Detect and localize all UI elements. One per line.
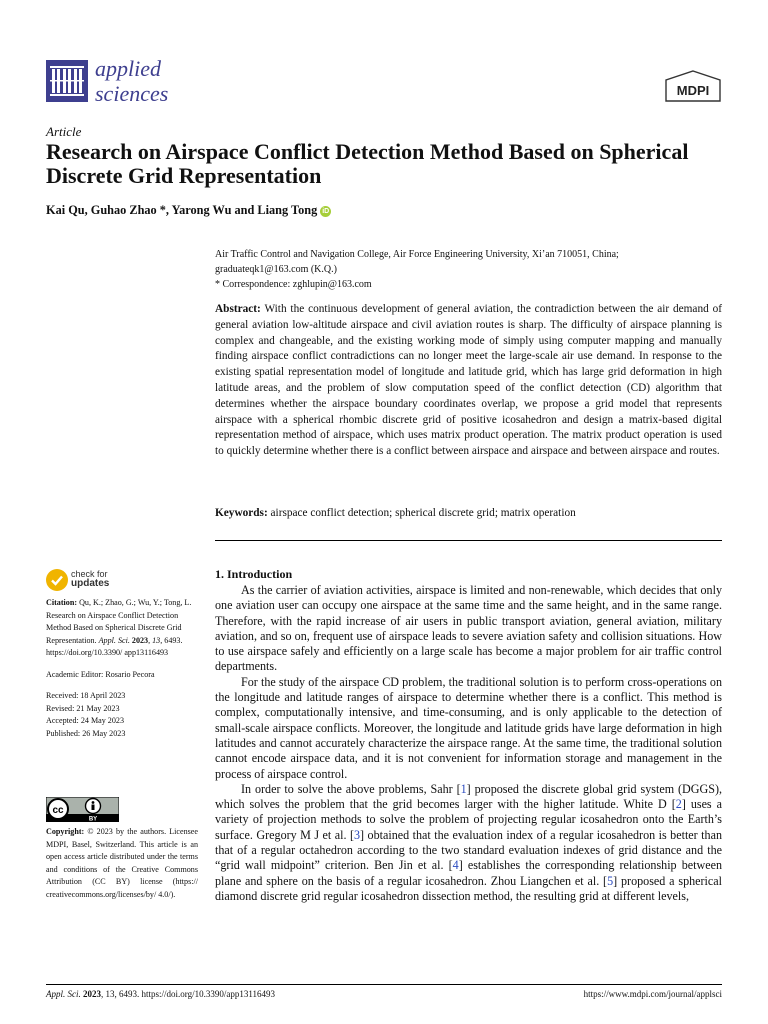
orcid-icon[interactable]: iD: [322, 208, 330, 215]
reference-link[interactable]: 5: [607, 873, 614, 888]
reference-link[interactable]: 4: [452, 858, 459, 873]
abstract-text: With the continuous development of general aviation, the contradiction between the air demand of general aviation low-altitude airspace and civil aviation routes is sharp. The difficulty of airspace planning is complex and changeable, and the existing working mode of simply using computer mapping and manually finding airspace conflict contradictions can no longer meet the large-scale air use demand. In response to the existing spatial representation model of longitude and latitude grid, which has large grid deformation in high latitude areas, and the problem of slow computation speed of the conflict detection (CD) algorithm that determines whether the airspace boundary coordinates overlap, we propose a grid model that represents airspace with a spherical rhombic discrete grid of positive icosahedron and design a matrix-based digital representation method of airspace, which uses matrix product operation. The matrix product operation is used to quickly determine whether there is a conflict between airspace and airspace and between airspace and routes.: [215, 303, 722, 458]
correspondence-line: * Correspondence: zghlupin@163.com: [215, 279, 372, 290]
abstract-label: Abstract:: [215, 303, 261, 315]
journal-logo-icon: [46, 60, 88, 102]
check-updates-line1: check for: [71, 569, 108, 579]
footer-divider: [46, 984, 722, 985]
text-span: ] proposed the discrete global grid system (DGGS), which solves the problem that the grid becomes larger with the higher latitude. White D [: [215, 781, 723, 812]
footer-journal: Appl. Sci.: [46, 989, 81, 999]
footer-year: 2023: [83, 989, 101, 999]
citation-year: 2023: [131, 635, 149, 645]
text-span: In order to solve the above problems, Sahr [: [241, 781, 461, 796]
published-date: Published: 26 May 2023: [46, 728, 126, 738]
paragraph: For the study of the airspace CD problem, the traditional solution is to perform cross-operations on the longitude and latitude ranges of airspace to determine whether there is a conflict. This method is complex, computationally intensive, and time-consuming, and is only applicable to the detection of small-scale airspace conflicts. Moreover, the longitude and latitude grids have large deformation in high latitudes and cannot accurately characterize the airspace range. At the same time, the traditional solution cannot encode airspace data, and it is not convenient for information storage and management in the process of airspace control.: [215, 674, 722, 781]
mdpi-logo-text: MDPI: [676, 83, 710, 98]
reference-link[interactable]: 1: [460, 781, 467, 796]
authors-line: [46, 203, 331, 218]
section-heading: 1. Introduction: [215, 567, 293, 581]
affiliation-block: [215, 247, 725, 292]
check-updates-text: [71, 570, 109, 588]
reference-link[interactable]: 2: [675, 797, 682, 812]
check-updates-icon: [46, 569, 68, 591]
cc-by-label: BY: [88, 816, 98, 822]
citation-volume: 13: [152, 635, 161, 645]
journal-name-line1: applied: [95, 56, 161, 81]
academic-editor: Academic Editor: Rosario Pecora: [46, 669, 155, 679]
received-date: Received: 18 April 2023: [46, 691, 126, 700]
text-span: ] obtained that the evaluation index of a regular icosahedron is better than that of a regular octahedron according to the two standard evaluation indexes of grid distance and the “grid wall midpoint” criterion. Ben Jin et al. [: [215, 827, 722, 873]
keywords: [215, 507, 722, 519]
copyright-text: © 2023 by the authors. Licensee MDPI, Basel, Switzerland. This article is an open access article distributed under the terms and conditions of the Creative Commons Attribution (CC BY) license (https:// creativecommons.org/licenses/by/ 4.0/).: [46, 827, 198, 899]
journal-name-line2: sciences: [95, 81, 169, 106]
reference-link[interactable]: 3: [354, 827, 361, 842]
mdpi-logo-icon: [664, 70, 722, 102]
affiliation-line: Air Traffic Control and Navigation College, Air Force Engineering University, Xi’an 710051, China;: [215, 249, 619, 260]
paragraph: [215, 782, 722, 904]
text-span: ] proposed a spherical diamond discrete grid regular icosahedron dissection method, the resulting grid at different levels,: [215, 873, 723, 903]
text-span: ] uses a variety of projection methods to solve the problem of projecting regular icosahedron onto the Earth’s surface. Gregory M J et al. [: [215, 797, 722, 842]
citation-journal: Appl. Sci.: [98, 635, 130, 645]
keywords-text: airspace conflict detection; spherical discrete grid; matrix operation: [270, 507, 576, 519]
copyright-label: Copyright:: [46, 827, 85, 836]
sidebar-info: [46, 597, 198, 740]
article-type: Article: [46, 124, 82, 139]
author-names: Kai Qu, Guhao Zhao *, Yarong Wu and Liang Tong: [46, 203, 318, 217]
abstract: [215, 302, 722, 460]
accepted-date: Accepted: 24 May 2023: [46, 716, 124, 725]
revised-date: Revised: 21 May 2023: [46, 703, 120, 713]
citation: Citation: Qu, K.; Zhao, G.; Wu, Y.; Tong, L. Research on Airspace Conflict Detection Method Based on Spherical Discrete Grid Representation. Appl. Sci. 2023, 13, 6493. https://doi.org/10.3390/ app13116493: [46, 598, 192, 657]
paragraph: As the carrier of aviation activities, airspace is limited and non-renewable, which decides that only one aviation user can occupy one airspace at the same time and the same height, and in the same range. Therefore, with the rapid increase of air users in public transport aviation, general aviation, military aviation, and so on, frequent use of airspace leads to severe aviation safety and collision situations. How to use airspace safely and efficiently on a large scale has become a major problem for air traffic control departments.: [215, 583, 722, 674]
citation-doi[interactable]: 6493. https://doi.org/10.3390/ app13116493: [46, 635, 183, 657]
citation-label: Citation:: [46, 598, 78, 607]
text-span: ] establishes the corresponding relationship between plane and sphere on the basis of a regular icosahedron. Zhou Liangchen et al. [: [215, 858, 722, 888]
copyright-notice: [46, 826, 198, 901]
introduction-body: [215, 583, 722, 904]
keywords-label: Keywords:: [215, 507, 268, 519]
svg-text:cc: cc: [52, 805, 64, 816]
paper-title: Research on Airspace Conflict Detection Method Based on Spherical Discrete Grid Representation: [46, 139, 689, 188]
affiliation-email: graduateqk1@163.com (K.Q.): [215, 264, 337, 275]
footer-journal-url[interactable]: https://www.mdpi.com/journal/applsci: [583, 989, 722, 999]
footer-doi[interactable]: , 13, 6493. https://doi.org/10.3390/app13116493: [101, 989, 276, 999]
citation-text: Qu, K.; Zhao, G.; Wu, Y.; Tong, L. Research on Airspace Conflict Detection Method Based on Spherical Discrete Grid Representation.: [46, 598, 192, 645]
footer-citation: [46, 989, 275, 999]
check-updates-line2: updates: [71, 578, 110, 589]
cc-by-license-icon[interactable]: [46, 797, 119, 822]
divider: [215, 540, 722, 541]
journal-name: [95, 56, 168, 106]
